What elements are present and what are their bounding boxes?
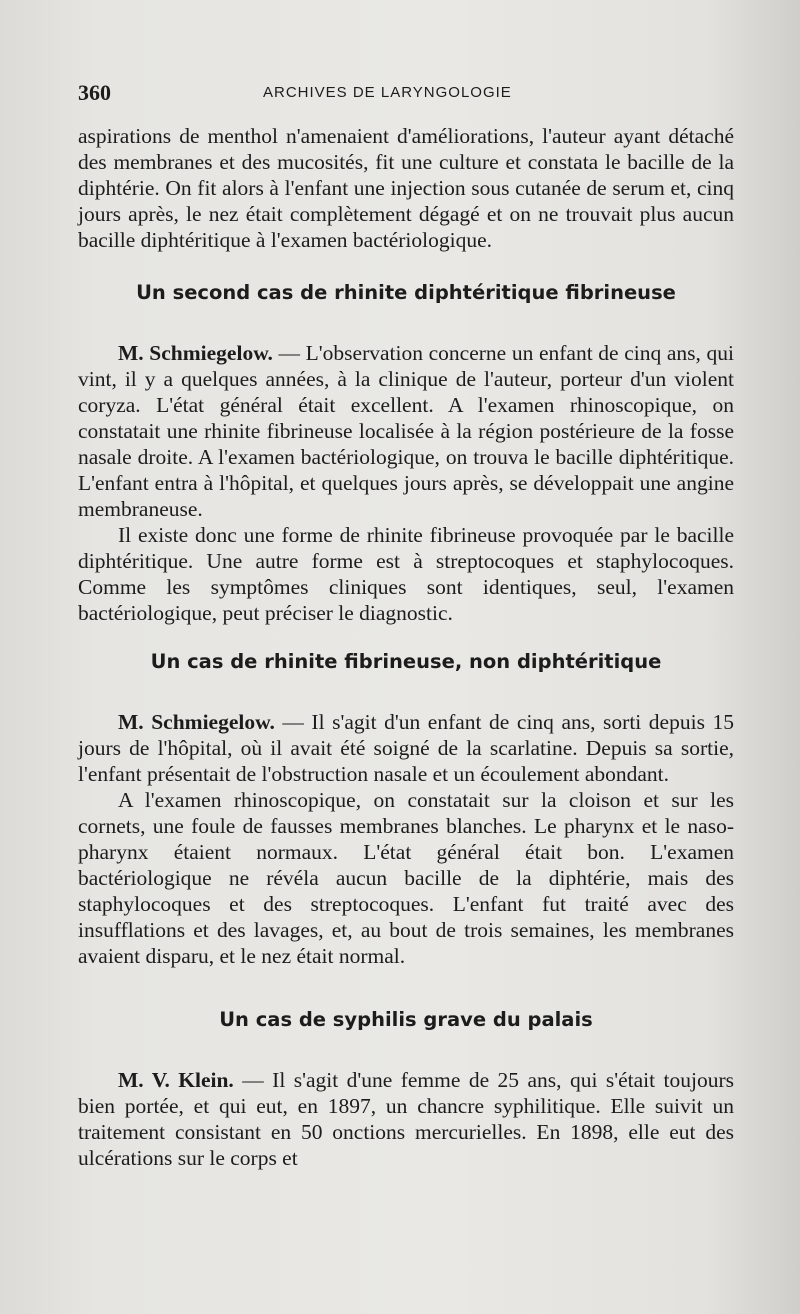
paragraph-non-diphtheritic-1 bbox=[78, 709, 734, 787]
paragraph-syphilis-1 bbox=[78, 1067, 734, 1171]
section-heading-second-case: Un second cas de rhinite diphtéritique fibrineuse bbox=[136, 281, 676, 304]
author-name: M. Schmiegelow. bbox=[118, 341, 273, 365]
page-number: 360 bbox=[78, 80, 111, 105]
paragraph-second-case-2: Il existe donc une forme de rhinite fibrineuse provoquée par le bacille diphtéritique. Une autre forme est à streptocoques et staphylocoques. Comme les symptômes cliniques sont identiques, seul, l'examen bactériologique, peut préciser le diagnostic. bbox=[78, 523, 734, 625]
author-name: M. V. Klein. bbox=[118, 1068, 234, 1092]
body-text bbox=[78, 123, 734, 1171]
paragraph-second-case-1 bbox=[78, 340, 734, 522]
paragraph-non-diphtheritic-2: A l'examen rhinoscopique, on constatait sur la cloison et sur les cornets, une foule de fausses membranes blanches. Le pharynx et le naso-pharynx étaient normaux. L'état général était bon. L'examen bactériologique ne révéla aucun bacille de la diphtérie, mais des staphylocoques et des streptocoques. L'enfant fut traité avec des insufflations et des lavages, et, au bout de trois semaines, les membranes avaient disparu, et le nez était normal. bbox=[78, 788, 734, 968]
journal-title: ARCHIVES DE LARYNGOLOGIE bbox=[263, 84, 512, 101]
paragraph-text: — Il s'agit d'un enfant de cinq ans, sorti depuis 15 jours de l'hôpital, où il avait été soigné de la scarlatine. Depuis sa sortie, l'enfant présentait de l'obstruction nasale et un écoulement abondant. bbox=[78, 710, 734, 786]
paragraph-text: — Il s'agit d'une femme de 25 ans, qui s'était toujours bien portée, et qui eut, en 1897, un chancre syphilitique. Elle suivit un traitement consistant en 50 onctions mercurielles. En 1898, elle eut des ulcérations sur le corps et bbox=[78, 1068, 734, 1170]
section-heading-syphilis: Un cas de syphilis grave du palais bbox=[219, 1008, 593, 1031]
section-heading-non-diphtheritic: Un cas de rhinite fibrineuse, non diphtéritique bbox=[150, 650, 662, 673]
intro-paragraph: aspirations de menthol n'amenaient d'améliorations, l'auteur ayant détaché des membranes et des mucosités, fit une culture et constata le bacille de la diphtérie. On fit alors à l'enfant une injection sous cutanée de serum et, cinq jours après, le nez était complètement dégagé et on ne trouvait plus aucun bacille diphtéritique à l'examen bactériologique. bbox=[78, 124, 734, 252]
paragraph-text: — L'observation concerne un enfant de cinq ans, qui vint, il y a quelques années, à la clinique de l'auteur, porteur d'un violent coryza. L'état général était excellent. A l'examen rhinoscopique, on constatait une rhinite fibrineuse localisée à la région postérieure de la fosse nasale droite. A l'examen bactériologique, on trouva le bacille diphtéritique. L'enfant entra à l'hôpital, et quelques jours après, se développait une angine membraneuse. bbox=[78, 341, 734, 521]
author-name: M. Schmiegelow. bbox=[118, 710, 275, 734]
running-head bbox=[78, 80, 733, 110]
